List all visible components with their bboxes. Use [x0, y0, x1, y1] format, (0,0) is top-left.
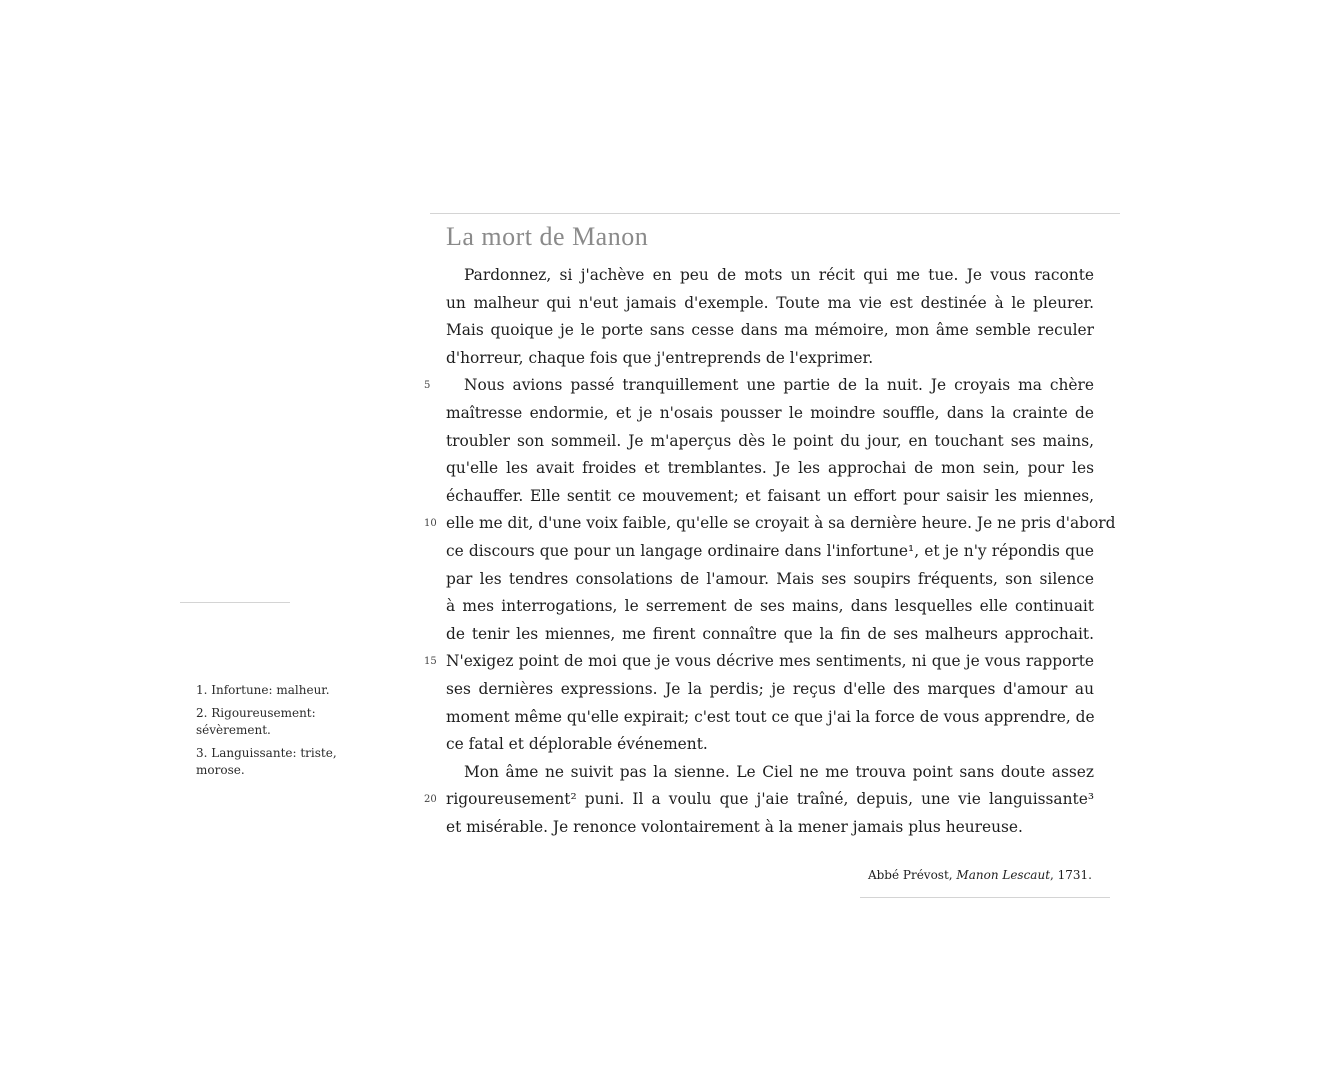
- footnote: 1. Infortune: malheur.: [196, 683, 330, 697]
- text-line: d'horreur, chaque fois que j'entreprends de l'exprimer.: [446, 348, 874, 367]
- attribution-work: Manon Lescaut: [956, 868, 1051, 882]
- page-title: La mort de Manon: [446, 222, 649, 251]
- text-line-content: elle me dit, d'une voix faible, qu'elle se croyait à sa dernière heure. Je ne pris d'abord: [446, 514, 1116, 533]
- text-line: de tenir les miennes, me firent connaître que la fin de ses malheurs approchait.: [446, 624, 1094, 643]
- line-number: 15: [424, 656, 437, 668]
- text-line: [424, 372, 1094, 400]
- text-line: maîtresse endormie, et je n'osais pousser le moindre souffle, dans la crainte de: [446, 403, 1094, 422]
- scan-artifact-left: [180, 602, 290, 603]
- text-line-content: rigoureusement² puni. Il a voulu que j'aie traîné, depuis, une vie languissante³: [446, 790, 1094, 809]
- text-line: par les tendres consolations de l'amour. Mais ses soupirs fréquents, son silence: [446, 569, 1094, 588]
- text-line: ses dernières expressions. Je la perdis; je reçus d'elle des marques d'amour au: [446, 679, 1094, 698]
- text-line: à mes interrogations, le serrement de ses mains, dans lesquelles elle continuait: [446, 597, 1094, 616]
- text-line-content: N'exigez point de moi que je vous décrive mes sentiments, ni que je vous rapporte: [446, 652, 1094, 671]
- text-line: et misérable. Je renonce volontairement à la mener jamais plus heureuse.: [446, 817, 1023, 836]
- scan-artifact-top: [430, 213, 1120, 214]
- attribution: [868, 868, 1092, 882]
- attribution-author: Abbé Prévost,: [867, 868, 957, 882]
- text-line-content: Nous avions passé tranquillement une partie de la nuit. Je croyais ma chère: [464, 376, 1094, 395]
- main-text: [424, 262, 1116, 841]
- footnote: 2. Rigoureusement: sévèrement.: [196, 706, 316, 737]
- text-line: [424, 648, 1094, 676]
- scan-artifact-bottom: [860, 897, 1110, 898]
- text-line: Mon âme ne suivit pas la sienne. Le Ciel ne me trouva point sans doute assez: [464, 762, 1094, 781]
- footnotes: [196, 682, 366, 785]
- text-line: ce fatal et déplorable événement.: [446, 735, 708, 754]
- line-number: 5: [424, 380, 431, 392]
- line-number: 10: [424, 518, 437, 530]
- text-line: Mais quoique je le porte sans cesse dans ma mémoire, mon âme semble reculer: [446, 321, 1094, 340]
- text-line: échauffer. Elle sentit ce mouvement; et faisant un effort pour saisir les miennes,: [446, 486, 1094, 505]
- text-line: ce discours que pour un langage ordinaire dans l'infortune¹, et je n'y répondis que: [446, 541, 1094, 560]
- text-line: qu'elle les avait froides et tremblantes. Je les approchai de mon sein, pour les: [446, 459, 1094, 478]
- footnote: 3. Languissante: triste, morose.: [196, 746, 337, 777]
- text-line: un malheur qui n'eut jamais d'exemple. Toute ma vie est destinée à le pleurer.: [446, 293, 1094, 312]
- line-number: 20: [424, 794, 437, 806]
- text-line: troubler son sommeil. Je m'aperçus dès le point du jour, en touchant ses mains,: [446, 431, 1094, 450]
- text-line: Pardonnez, si j'achève en peu de mots un récit qui me tue. Je vous raconte: [464, 266, 1094, 284]
- text-line: [424, 510, 1116, 538]
- text-line: moment même qu'elle expirait; c'est tout ce que j'ai la force de vous apprendre, de: [446, 707, 1095, 726]
- attribution-year: , 1731.: [1050, 868, 1092, 882]
- text-line: [424, 786, 1094, 814]
